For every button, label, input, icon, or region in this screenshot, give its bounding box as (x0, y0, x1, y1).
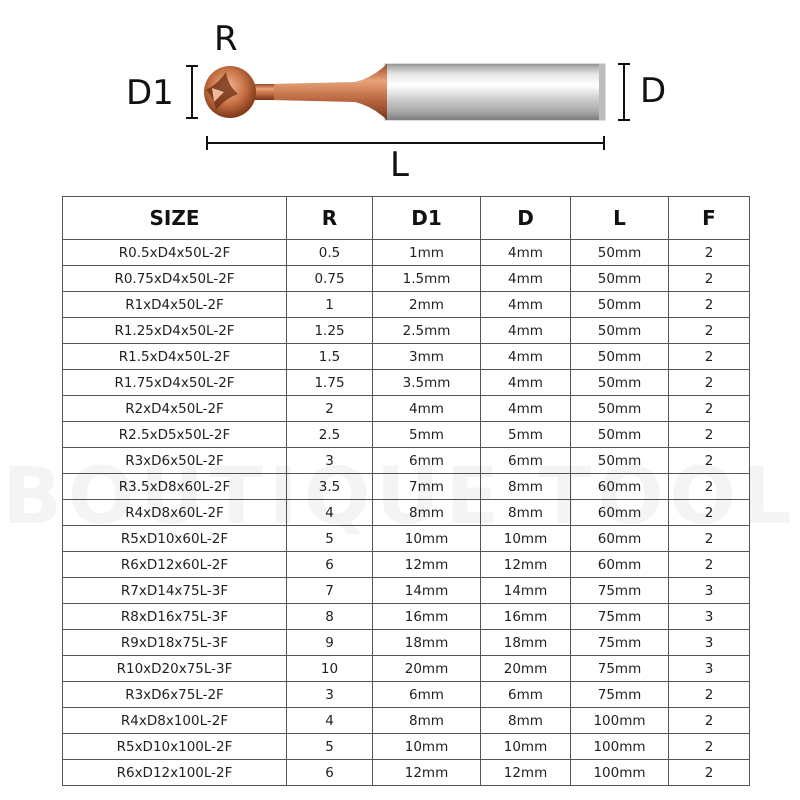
cell-d: 16mm (481, 604, 571, 630)
cell-d: 10mm (481, 734, 571, 760)
table-row (63, 448, 750, 474)
table-row (63, 734, 750, 760)
table-row (63, 526, 750, 552)
cell-r: 8 (287, 604, 373, 630)
cell-r: 1.25 (287, 318, 373, 344)
cell-r: 6 (287, 552, 373, 578)
cell-size: R2.5xD5x50L-2F (63, 422, 287, 448)
cell-f: 2 (669, 682, 750, 708)
cell-l: 50mm (571, 344, 669, 370)
table-row (63, 500, 750, 526)
cell-l: 75mm (571, 656, 669, 682)
cell-size: R6xD12x60L-2F (63, 552, 287, 578)
table-row (63, 422, 750, 448)
cell-d: 12mm (481, 552, 571, 578)
cell-l: 50mm (571, 396, 669, 422)
cell-f: 2 (669, 760, 750, 786)
cell-size: R8xD16x75L-3F (63, 604, 287, 630)
cell-f: 2 (669, 344, 750, 370)
cell-d1: 10mm (373, 734, 481, 760)
cell-r: 7 (287, 578, 373, 604)
cell-f: 2 (669, 552, 750, 578)
cell-d: 5mm (481, 422, 571, 448)
cell-d: 4mm (481, 292, 571, 318)
cell-l: 50mm (571, 266, 669, 292)
column-header-r: R (287, 197, 373, 240)
cell-r: 0.5 (287, 240, 373, 266)
cell-size: R0.75xD4x50L-2F (63, 266, 287, 292)
cell-d1: 3.5mm (373, 370, 481, 396)
coated-taper (270, 64, 387, 120)
cell-d: 4mm (481, 344, 571, 370)
cell-r: 6 (287, 760, 373, 786)
column-header-d1: D1 (373, 197, 481, 240)
cell-d1: 18mm (373, 630, 481, 656)
cell-d1: 7mm (373, 474, 481, 500)
cell-f: 2 (669, 292, 750, 318)
cell-r: 2.5 (287, 422, 373, 448)
cell-r: 0.75 (287, 266, 373, 292)
cell-size: R6xD12x100L-2F (63, 760, 287, 786)
table-row (63, 474, 750, 500)
cell-size: R3.5xD8x60L-2F (63, 474, 287, 500)
cell-f: 2 (669, 318, 750, 344)
cell-d: 6mm (481, 448, 571, 474)
cell-size: R1.5xD4x50L-2F (63, 344, 287, 370)
cell-l: 60mm (571, 500, 669, 526)
cell-d1: 20mm (373, 656, 481, 682)
cell-f: 2 (669, 266, 750, 292)
cell-f: 2 (669, 370, 750, 396)
cell-l: 50mm (571, 318, 669, 344)
cell-r: 1 (287, 292, 373, 318)
cell-r: 5 (287, 734, 373, 760)
cell-size: R1xD4x50L-2F (63, 292, 287, 318)
cell-l: 50mm (571, 422, 669, 448)
cell-f: 3 (669, 630, 750, 656)
column-header-f: F (669, 197, 750, 240)
cell-d: 4mm (481, 240, 571, 266)
cell-l: 50mm (571, 370, 669, 396)
table-header-row (63, 197, 750, 240)
table-row (63, 396, 750, 422)
cell-f: 2 (669, 708, 750, 734)
cell-size: R0.5xD4x50L-2F (63, 240, 287, 266)
cell-f: 2 (669, 526, 750, 552)
table-row (63, 682, 750, 708)
cell-r: 5 (287, 526, 373, 552)
cell-f: 2 (669, 240, 750, 266)
cell-d1: 10mm (373, 526, 481, 552)
cell-d1: 8mm (373, 500, 481, 526)
cell-d: 4mm (481, 396, 571, 422)
table-row (63, 578, 750, 604)
dimension-label-d1: D1 (126, 73, 174, 113)
cell-d: 20mm (481, 656, 571, 682)
cell-l: 100mm (571, 708, 669, 734)
size-specification-table (62, 196, 750, 786)
cell-d1: 8mm (373, 708, 481, 734)
cell-d: 8mm (481, 708, 571, 734)
dimension-label-d: D (640, 71, 667, 111)
cell-d1: 14mm (373, 578, 481, 604)
cell-d1: 16mm (373, 604, 481, 630)
cell-size: R5xD10x100L-2F (63, 734, 287, 760)
cell-size: R4xD8x60L-2F (63, 500, 287, 526)
dimension-label-l: L (390, 145, 409, 185)
cell-l: 50mm (571, 240, 669, 266)
cell-l: 100mm (571, 734, 669, 760)
cell-f: 2 (669, 474, 750, 500)
cell-l: 60mm (571, 474, 669, 500)
cell-r: 1.5 (287, 344, 373, 370)
cell-d1: 6mm (373, 682, 481, 708)
shank (385, 64, 605, 120)
cell-d1: 1mm (373, 240, 481, 266)
cell-r: 3 (287, 448, 373, 474)
cell-d1: 12mm (373, 552, 481, 578)
table-row (63, 266, 750, 292)
table-row (63, 318, 750, 344)
table-row (63, 292, 750, 318)
cell-d: 4mm (481, 318, 571, 344)
cell-d: 18mm (481, 630, 571, 656)
table-row (63, 370, 750, 396)
cell-size: R3xD6x75L-2F (63, 682, 287, 708)
table-row (63, 552, 750, 578)
cell-d1: 2.5mm (373, 318, 481, 344)
cell-r: 4 (287, 708, 373, 734)
cell-l: 75mm (571, 578, 669, 604)
cell-l: 50mm (571, 292, 669, 318)
dimension-label-r: R (214, 19, 238, 59)
cell-l: 75mm (571, 682, 669, 708)
cell-r: 9 (287, 630, 373, 656)
table-body (63, 240, 750, 786)
shank-end (599, 64, 605, 120)
cell-f: 3 (669, 578, 750, 604)
table-row (63, 708, 750, 734)
cell-l: 60mm (571, 552, 669, 578)
cell-r: 2 (287, 396, 373, 422)
cell-d: 4mm (481, 266, 571, 292)
table-row (63, 240, 750, 266)
cell-d: 14mm (481, 578, 571, 604)
cell-d: 8mm (481, 474, 571, 500)
cell-d: 10mm (481, 526, 571, 552)
cell-l: 60mm (571, 526, 669, 552)
cell-size: R1.25xD4x50L-2F (63, 318, 287, 344)
cell-f: 3 (669, 656, 750, 682)
cell-size: R7xD14x75L-3F (63, 578, 287, 604)
cell-d1: 5mm (373, 422, 481, 448)
cell-d: 12mm (481, 760, 571, 786)
table-row (63, 760, 750, 786)
cell-r: 3 (287, 682, 373, 708)
cell-size: R1.75xD4x50L-2F (63, 370, 287, 396)
cell-size: R10xD20x75L-3F (63, 656, 287, 682)
table-row (63, 630, 750, 656)
cell-d1: 3mm (373, 344, 481, 370)
cell-size: R4xD8x100L-2F (63, 708, 287, 734)
table-row (63, 656, 750, 682)
cell-r: 1.75 (287, 370, 373, 396)
cell-d: 6mm (481, 682, 571, 708)
cell-f: 2 (669, 422, 750, 448)
table-row (63, 604, 750, 630)
cell-f: 2 (669, 734, 750, 760)
cell-l: 50mm (571, 448, 669, 474)
cell-f: 2 (669, 448, 750, 474)
cell-d1: 4mm (373, 396, 481, 422)
cell-size: R9xD18x75L-3F (63, 630, 287, 656)
cell-d: 8mm (481, 500, 571, 526)
table-row (63, 344, 750, 370)
cell-size: R2xD4x50L-2F (63, 396, 287, 422)
cell-l: 100mm (571, 760, 669, 786)
cell-d1: 6mm (373, 448, 481, 474)
cell-r: 3.5 (287, 474, 373, 500)
cell-l: 75mm (571, 630, 669, 656)
column-header-d: D (481, 197, 571, 240)
cell-d1: 12mm (373, 760, 481, 786)
cell-d1: 2mm (373, 292, 481, 318)
cell-f: 3 (669, 604, 750, 630)
cell-f: 2 (669, 396, 750, 422)
column-header-l: L (571, 197, 669, 240)
cell-l: 75mm (571, 604, 669, 630)
cell-r: 10 (287, 656, 373, 682)
cell-d: 4mm (481, 370, 571, 396)
cell-d1: 1.5mm (373, 266, 481, 292)
cell-f: 2 (669, 500, 750, 526)
column-header-size: SIZE (63, 197, 287, 240)
cell-size: R3xD6x50L-2F (63, 448, 287, 474)
cell-size: R5xD10x60L-2F (63, 526, 287, 552)
tool-diagram (0, 0, 800, 195)
cell-r: 4 (287, 500, 373, 526)
